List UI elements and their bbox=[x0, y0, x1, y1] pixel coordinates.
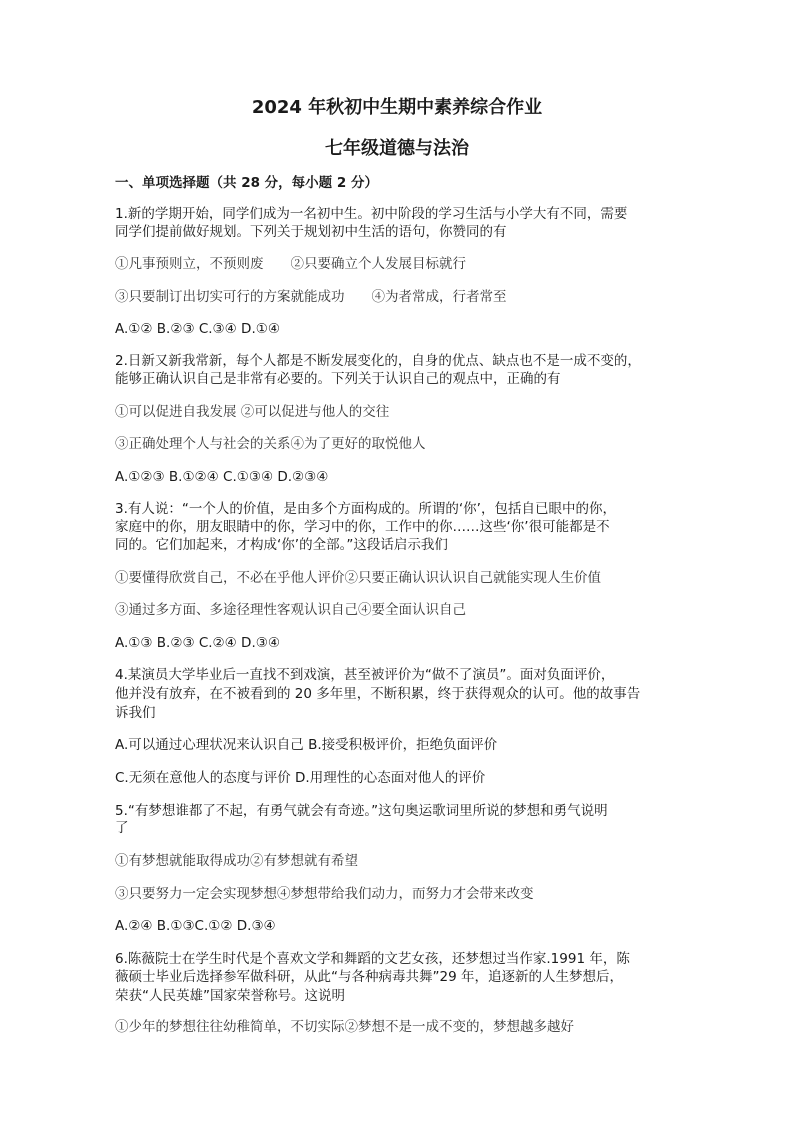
question-6-stem-line-3: 荣获“人民英雄”国家荣誉称号。这说明 bbox=[115, 988, 345, 1004]
question-5-choices: A.②④ B.①③C.①② D.③④ bbox=[115, 918, 276, 934]
question-3-stem-line-1: 3.有人说：“一个人的价值，是由多个方面构成的。所谓的‘你’，包括自已眼中的你， bbox=[115, 501, 616, 517]
question-5-item-line-2: ③只要努力一定会实现梦想④梦想带给我们动力，而努力才会带来改变 bbox=[115, 886, 534, 902]
question-3-item-line-2: ③通过多方面、多途径理性客观认识自己④要全面认识自己 bbox=[115, 602, 466, 618]
question-3-choices: A.①③ B.②③ C.②④ D.③④ bbox=[115, 635, 280, 651]
question-1-stem-line-1: 1.新的学期开始，同学们成为一名初中生。初中阶段的学习生活与小学大有不同，需要 bbox=[115, 206, 628, 222]
question-3-stem-line-2: 家庭中的你，朋友眼睛中的你，学习中的你，工作中的你……这些‘你’很可能都是不 bbox=[115, 519, 610, 535]
question-4-stem-line-3: 诉我们 bbox=[115, 705, 156, 721]
question-1-stem-line-2: 同学们提前做好规划。下列关于规划初中生活的语句，你赞同的有 bbox=[115, 224, 507, 240]
question-6-stem-line-1: 6.陈薇院士在学生时代是个喜欢文学和舞蹈的文艺女孩，还梦想过当作家.1991 年，陈 bbox=[115, 951, 630, 967]
question-1-choices: A.①② B.②③ C.③④ D.①④ bbox=[115, 321, 280, 337]
question-3-stem-line-3: 同的。它们加起来，才构成‘你’的全部。”这段话启示我们 bbox=[115, 537, 448, 553]
question-3-item-line-1: ①要懂得欣赏自己，不必在乎他人评价②只要正确认识认识自己就能实现人生价值 bbox=[115, 570, 601, 586]
question-2-stem-line-1: 2.日新又新我常新，每个人都是不断发展变化的，自身的优点、缺点也不是一成不变的， bbox=[115, 353, 641, 369]
question-4-stem-line-2: 他并没有放弃，在不被看到的 20 多年里，不断积累，终于获得观众的认可。他的故事告 bbox=[115, 686, 641, 702]
question-1-item-line-1: ①凡事预则立，不预则废 ②只要确立个人发展目标就行 bbox=[115, 256, 466, 272]
question-1-item-line-2: ③只要制订出切实可行的方案就能成功 ④为者常成，行者常至 bbox=[115, 289, 507, 305]
question-5-stem-line-2: 了 bbox=[115, 820, 129, 836]
section-heading: 一、单项选择题（共 28 分，每小题 2 分） bbox=[115, 175, 378, 191]
exam-title: 2024 年秋初中生期中素养综合作业 bbox=[251, 97, 543, 118]
question-2-item-line-2: ③正确处理个人与社会的关系④为了更好的取悦他人 bbox=[115, 436, 426, 452]
question-6-stem-line-2: 薇硕士毕业后选择参军做科研，从此“与各种病毒共舞”29 年，追逐新的人生梦想后， bbox=[115, 969, 623, 985]
question-2-item-line-1: ①可以促进自我发展 ②可以促进与他人的交往 bbox=[115, 404, 390, 420]
question-5-item-line-1: ①有梦想就能取得成功②有梦想就有希望 bbox=[115, 853, 358, 869]
question-2-stem-line-2: 能够正确认识自己是非常有必要的。下列关于认识自己的观点中，正确的有 bbox=[115, 371, 561, 387]
question-4-stem-line-1: 4.某演员大学毕业后一直找不到戏演，甚至被评价为“做不了演员”。面对负面评价， bbox=[115, 667, 615, 683]
question-4-option-line-1: A.可以通过心理状况来认识自己 B.接受积极评价，拒绝负面评价 bbox=[115, 737, 498, 753]
question-4-option-line-2: C.无须在意他人的态度与评价 D.用理性的心态面对他人的评价 bbox=[115, 770, 486, 786]
question-5-stem-line-1: 5.“有梦想谁都了不起，有勇气就会有奇迹。”这句奥运歌词里所说的梦想和勇气说明 bbox=[115, 803, 608, 819]
question-6-item-line-1: ①少年的梦想往往幼稚简单，不切实际②梦想不是一成不变的，梦想越多越好 bbox=[115, 1019, 574, 1035]
exam-subtitle: 七年级道德与法治 bbox=[325, 138, 469, 159]
question-2-choices: A.①②③ B.①②④ C.①③④ D.②③④ bbox=[115, 469, 329, 485]
